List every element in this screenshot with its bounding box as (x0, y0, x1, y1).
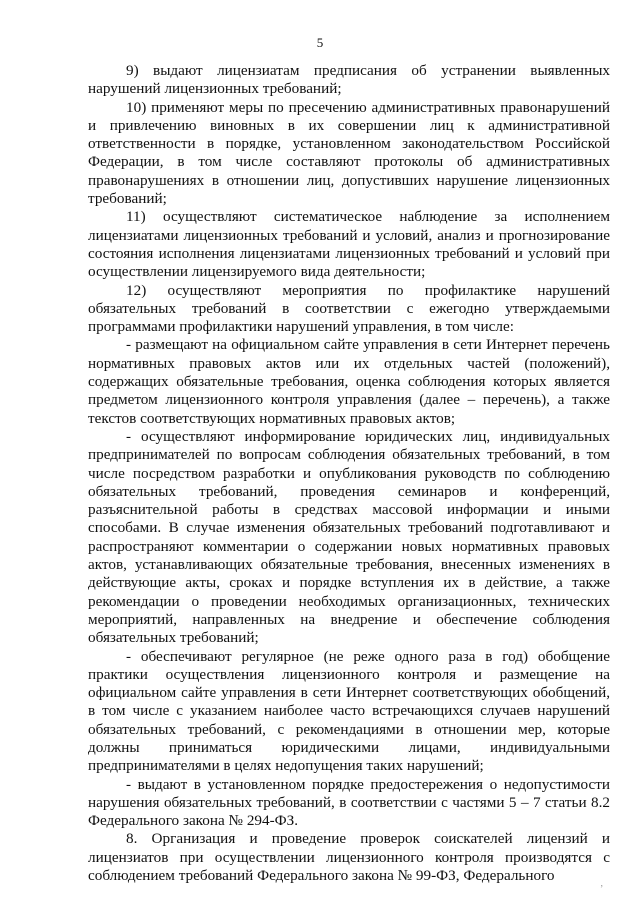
paragraph-item-9: 9) выдают лицензиатам предписания об устранении выявленных нарушений лицензионных требований; (88, 62, 610, 98)
paragraph-bullet-informing: - осуществляют информирование юридических лиц, индивидуальных предпринимателей по вопросам соблюдения обязательных требований, в том числе посредством разработки и опубликования руководств по соблюдению обязательных требований, проведения семинаров и конференций, разъяснительной работы в средствах массовой информации и иными способами. В случае изменения обязательных требований подготавливают и распространяют комментарии о содержании новых нормативных правовых актов, устанавливающих обязательные требования, внесенных изменениях в действующие акты, сроках и порядке вступления их в действие, а также рекомендации о проведении необходимых организационных, технических мероприятий, направленных на внедрение и обеспечение соблюдения обязательных требований; (88, 427, 610, 647)
paragraph-item-11: 11) осуществляют систематическое наблюдение за исполнением лицензиатами лицензионных требований и условий, анализ и прогнозирование состояния исполнения лицензиатами лицензионных требований и условий при осуществлении лицензируемого вида деятельности; (88, 208, 610, 281)
scan-artifact: ʼ (600, 884, 604, 895)
page-number: 5 (316, 35, 324, 50)
paragraph-item-10: 10) применяют меры по пресечению административных правонарушений и привлечению виновных в их совершении лиц к административной ответственности в порядке, установленном законодательством Российской Федерации, в том числе составляют протоколы об административных правонарушениях в отношении лиц, допустивших нарушение лицензионных требований; (88, 98, 610, 208)
paragraph-bullet-publish-list: - размещают на официальном сайте управления в сети Интернет перечень нормативных правовых актов или их отдельных частей (положений), содержащих обязательные требования, оценка соблюдения которых является предметом лицензионного контроля управления (далее – перечень), а также текстов соответствующих нормативных правовых актов; (88, 336, 610, 427)
paragraph-bullet-warnings: - выдают в установленном порядке предостережения о недопустимости нарушения обязательных требований, в соответствии с частями 5 – 7 статьи 8.2 Федерального закона № 294-ФЗ. (88, 775, 610, 830)
paragraph-item-12: 12) осуществляют мероприятия по профилактике нарушений обязательных требований в соответствии с ежегодно утверждаемыми программами профилактики нарушений управления, в том числе: (88, 281, 610, 336)
paragraph-bullet-generalization: - обеспечивают регулярное (не реже одного раза в год) обобщение практики осуществления лицензионного контроля и размещение на официальном сайте управления в сети Интернет соответствующих обобщений, в том числе с указанием наиболее часто встречающихся случаев нарушений обязательных требований, с рекомендациями в отношении мер, которые должны приниматься юридическими лицами, индивидуальными предпринимателями в целях недопущения таких нарушений; (88, 647, 610, 775)
document-body (88, 62, 610, 885)
paragraph-section-8: 8. Организация и проведение проверок соискателей лицензий и лицензиатов при осуществлении лицензионного контроля производятся с соблюдением требований Федерального закона № 99-ФЗ, Федерального (88, 830, 610, 885)
